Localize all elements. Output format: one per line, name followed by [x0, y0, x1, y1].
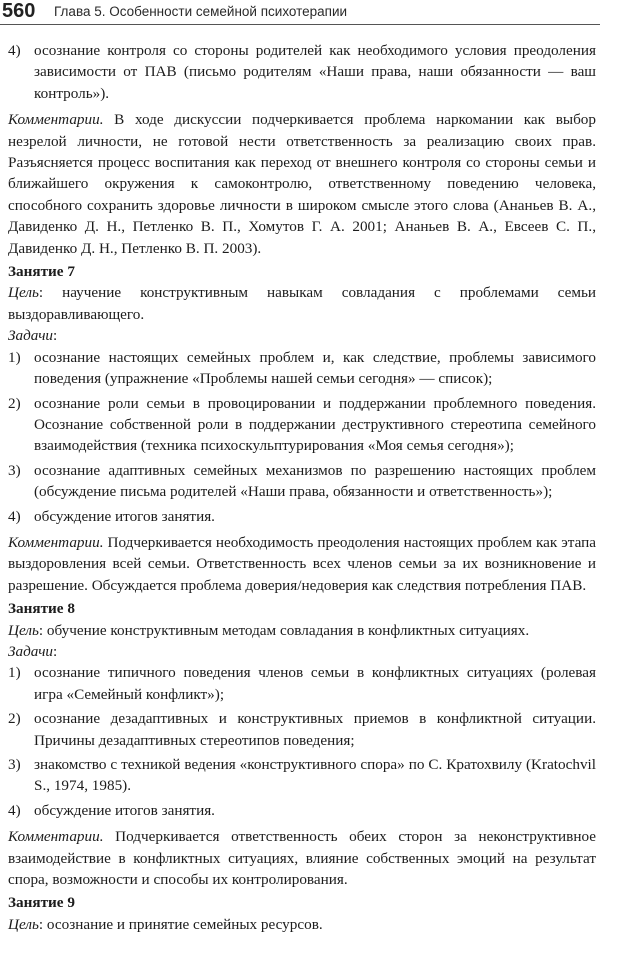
list-item-text: осознание адаптивных семейных механизмов по разрешению настоящих проблем (обсуждение письма родителей «Наши права, обязанности и ответственность»);	[34, 461, 596, 501]
list-item	[8, 40, 596, 104]
list-item-text: осознание контроля со стороны родителей как необходимого условия преодоления зависимости от ПАВ (письмо родителям «Наши права, наши обязанности — ваш контроль»).	[34, 42, 596, 102]
list-item-number: 4)	[8, 507, 21, 525]
goal-label: Цель	[8, 621, 39, 639]
list-item-text: осознание дезадаптивных и конструктивных приемов в конфликтной ситуации. Причины дезадаптивных стереотипов поведения;	[34, 710, 596, 749]
comment-label: Комментарии.	[8, 111, 104, 129]
session-heading: Занятие 7	[8, 263, 75, 281]
tasks-label: Задачи	[8, 642, 54, 660]
running-header	[0, 0, 620, 26]
list-item-text: обсуждение итогов занятия.	[34, 507, 215, 525]
list-item	[8, 754, 596, 797]
list-item-number: 2)	[8, 394, 21, 412]
comment-text: Подчеркивается ответственность обеих сторон за неконструктивное взаимодействие в конфликтных ситуациях, влияние собственных эмоций на результат спора, возможности и способы их контролирования.	[8, 828, 596, 889]
list-item-text: осознание роли семьи в провоцировании и поддержании проблемного поведения. Осознание собственной роли в поддержании деструктивного стереотипа семейного взаимодействия (техника психоскульптурирования «Моя семья сегодня»);	[34, 394, 596, 455]
list-item	[8, 708, 596, 751]
list-item-number: 4)	[8, 42, 21, 59]
comment-label: Комментарии.	[8, 828, 104, 846]
list-item-number: 1)	[8, 664, 21, 682]
comment-paragraph	[8, 532, 596, 596]
goal-label: Цель	[8, 915, 39, 933]
session-heading: Занятие 8	[8, 600, 75, 618]
list-item	[8, 393, 596, 457]
comment-label: Комментарии.	[8, 533, 104, 551]
list-item-number: 3)	[8, 461, 21, 479]
chapter-title: Глава 5. Особенности семейной психотерапии	[54, 4, 348, 19]
list-item	[8, 506, 596, 527]
list-item	[8, 800, 596, 821]
page-number: 560	[2, 0, 36, 22]
session-goal	[8, 282, 596, 325]
list-item-number: 1)	[8, 348, 21, 366]
list-item-number: 3)	[8, 756, 21, 773]
tasks-label: Задачи	[8, 327, 54, 345]
list-item-number: 4)	[8, 801, 21, 819]
comment-text: Подчеркивается необходимость преодоления настоящих проблем как этапа выздоровления всей семьи. Ответственность всех членов семьи за их возникновение и разрешение. Обсуждается проблема доверия/недоверия как следствия потребления ПАВ.	[8, 533, 596, 594]
goal-text: : осознание и принятие семейных ресурсов.	[38, 915, 323, 933]
tasks-heading: Задачи:	[8, 327, 58, 345]
session-heading: Занятие 9	[8, 894, 75, 912]
comment-paragraph	[8, 109, 596, 259]
list-item	[8, 460, 596, 503]
comment-text: В ходе дискуссии подчеркивается проблема наркомании как выбор незрелой личности, не готовой нести ответственность за реализацию своих прав. Разъясняется процесс воспитания как переход от внешнего контроля со стороны семьи и ближайшего окружения к самоконтролю, ответственному поведению человека, способного сохранить здоровье личности в широком смысле этого слова (Ананьев В. А., Давиденко Д. Н., Петленко В. П., Хомутов Г. А. 2001; Ананьев В. А., Евсеев С. П., Давиденко Д. Н., Петленко В. П. 2003).	[8, 111, 596, 257]
list-item	[8, 347, 596, 390]
tasks-heading: Задачи:	[8, 642, 58, 660]
header-rule	[0, 24, 600, 25]
list-item	[8, 662, 596, 705]
list-item-text: знакомство с техникой ведения «конструктивного спора» по С. Кратохвилу (Kratochvil S., 1974, 1985).	[34, 756, 596, 795]
list-item-text: обсуждение итогов занятия.	[34, 801, 215, 819]
session-goal	[8, 914, 596, 935]
list-item-text: осознание типичного поведения членов семьи в конфликтных ситуациях (ролевая игра «Семейный конфликт»);	[34, 664, 596, 703]
comment-paragraph	[8, 826, 596, 890]
goal-label: Цель	[8, 284, 39, 302]
goal-text: : научение конструктивным навыкам совладания с проблемами семьи выздоравливающего.	[8, 284, 596, 323]
page-body	[8, 40, 596, 935]
list-item-text: осознание настоящих семейных проблем и, как следствие, проблемы зависимого поведения (упражнение «Проблемы нашей семьи сегодня» — список);	[34, 348, 596, 388]
list-item-number: 2)	[8, 710, 21, 728]
session-goal	[8, 620, 596, 641]
goal-text: : обучение конструктивным методам совладания в конфликтных ситуациях.	[38, 621, 530, 639]
